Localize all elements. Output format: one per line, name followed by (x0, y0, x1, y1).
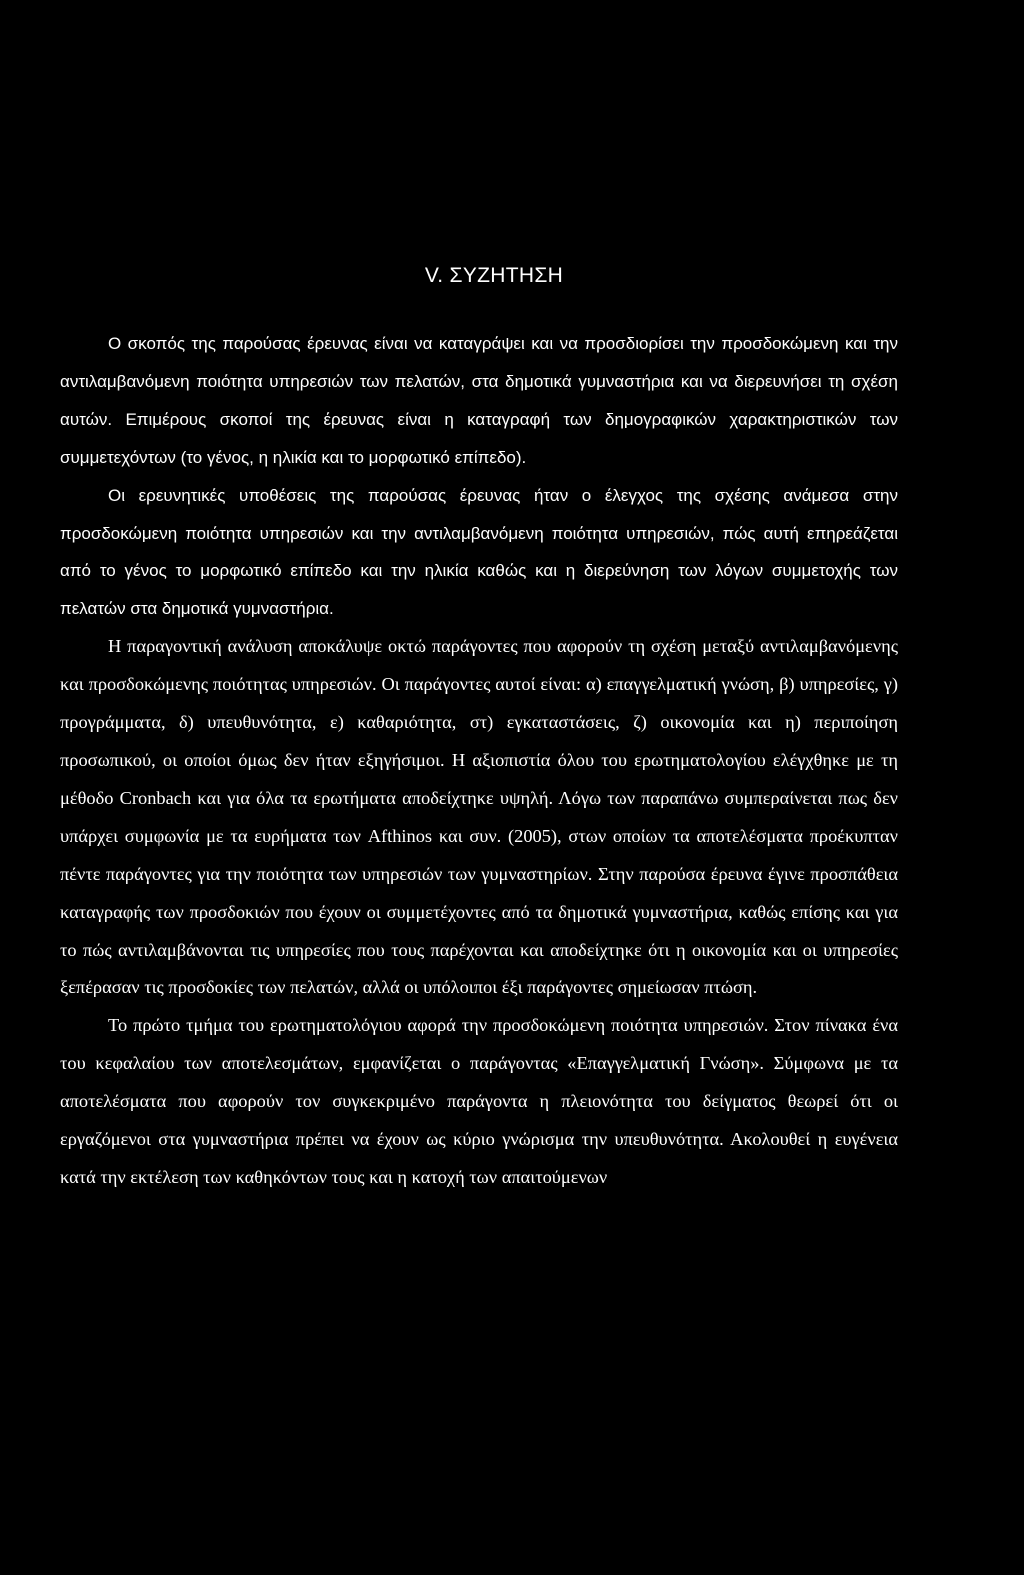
paragraph-hypotheses: Οι ερευνητικές υποθέσεις της παρούσας έρευνας ήταν ο έλεγχος της σχέσης ανάμεσα στην προσδοκώμενη ποιότητα υπηρεσιών και την αντιλαμβανόμενη ποιότητα υπηρεσιών, πώς αυτή επηρεάζεται από το γένος το μορφωτικό επίπεδο και την ηλικία καθώς και η διερεύνηση των λόγων συμμετοχής των πελατών στα δημοτικά γυμναστήρια. (60, 485, 898, 619)
section-heading: V. ΣΥΖΗΤΗΣΗ (424, 264, 564, 287)
paragraph-aims: Ο σκοπός της παρούσας έρευνας είναι να καταγράψει και να προσδιορίσει την προσδοκώμενη και την αντιλαμβανόμενη ποιότητα υπηρεσιών των πελατών, στα δημοτικά γυμναστήρια και να διερευνήσει τη σχέση αυτών. Επιμέρους σκοποί της έρευνας είναι η καταγραφή των δημογραφικών χαρακτηριστικών των συμμετεχόντων (το γένος, η ηλικία και το μορφωτικό επίπεδο). (60, 334, 898, 467)
paragraph-questionnaire: Το πρώτο τμήμα του ερωτηματολόγιου αφορά την προσδοκώμενη ποιότητα υπηρεσιών. Στον πίνακα ένα του κεφαλαίου των αποτελεσμάτων, εμφανίζεται ο παράγοντας «Επαγγελματική Γνώση». Σύμφωνα με τα αποτελέσματα που αφορούν τον συγκεκριμένο παράγοντα η πλειονότητα του δείγματος θεωρεί ότι οι εργαζόμενοι στα γυμναστήρια πρέπει να έχουν ως κύριο γνώρισμα την υπευθυνότητα. Ακολουθεί η ευγένεια κατά την εκτέλεση των καθηκόντων τους και η κατοχή των απαιτούμενων (60, 1015, 898, 1187)
paragraph-factor-analysis: Η παραγοντική ανάλυση αποκάλυψε οκτώ παράγοντες που αφορούν τη σχέση μεταξύ αντιλαμβανόμενης και προσδοκώμενης ποιότητας υπηρεσιών. Οι παράγοντες αυτοί είναι: α) επαγγελματική γνώση, β) υπηρεσίες, γ) προγράμματα, δ) υπευθυνότητα, ε) καθαριότητα, στ) εγκαταστάσεις, ζ) οικονομία και η) περιποίηση προσωπικού, οι οποίοι όμως δεν ήταν εξηγήσιμοι. Η αξιοπιστία όλου του ερωτηματολογίου ελέγχθηκε με τη μέθοδο Cronbach και για όλα τα ερωτήματα αποδείχτηκε υψηλή. Λόγω των παραπάνω συμπεραίνεται πως δεν υπάρχει συμφωνία με τα ευρήματα των Afthinos και συν. (2005), στων οποίων τα αποτελέσματα προέκυπταν πέντε παράγοντες για την ποιότητα των υπηρεσιών των γυμναστηρίων. Στην παρούσα έρευνα έγινε προσπάθεια καταγραφής των προσδοκιών που έχουν οι συμμετέχοντες από τα δημοτικά γυμναστήρια, καθώς επίσης και για το πώς αντιλαμβάνονται τις υπηρεσίες που τους παρέχονται και αποδείχτηκε ότι η οικονομία και οι υπηρεσίες ξεπέρασαν τις προσδοκίες των πελατών, αλλά οι υπόλοιποι έξι παράγοντες σημείωσαν πτώση. (60, 636, 898, 998)
document-page (60, 260, 898, 1197)
